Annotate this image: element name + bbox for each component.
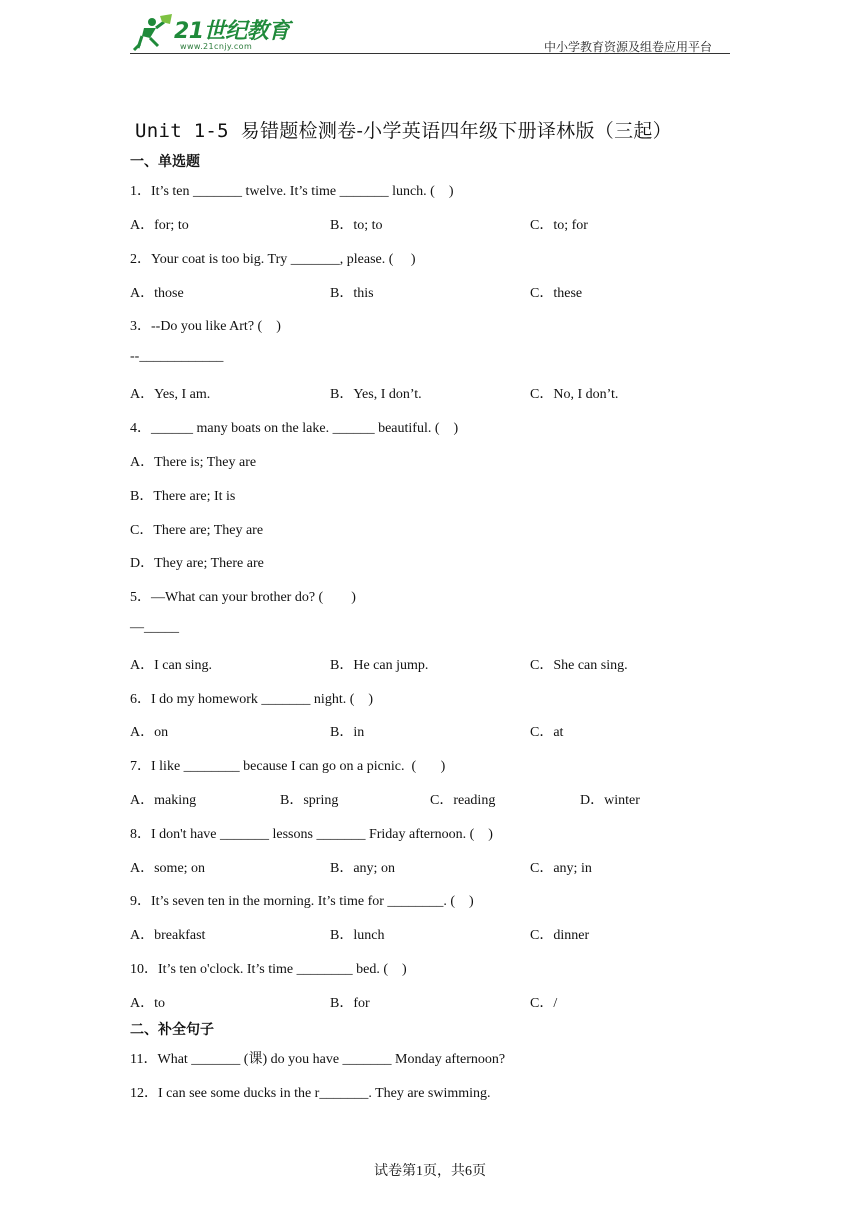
option: A．some; on [130, 861, 206, 876]
option: B．lunch [330, 928, 385, 943]
option: B．any; on [330, 861, 395, 876]
option: A．breakfast [130, 928, 206, 943]
page-footer: 试卷第1页，共6页 [374, 1164, 486, 1179]
question-stem: 1．It’s ten _______ twelve. It’s time _______ lunch. ( ) [130, 184, 454, 199]
option: C．She can sing. [530, 658, 628, 673]
option: C．at [530, 725, 564, 740]
page-title [135, 116, 672, 143]
option: C．to; for [530, 218, 588, 233]
option: A．to [130, 996, 165, 1011]
option: C．reading [430, 793, 496, 808]
option: A．for; to [130, 218, 189, 233]
question-stem: 2．Your coat is too big. Try _______, please. ( ) [130, 252, 416, 267]
platform-name: 中小学教育资源及组卷应用平台 [543, 40, 712, 54]
title-prefix: Unit 1-5 [135, 120, 241, 142]
option: B．There are; It is [130, 489, 236, 504]
page-header [130, 10, 730, 56]
section-heading-single-choice: 一、单选题 [130, 155, 200, 170]
option: B．He can jump. [330, 658, 429, 673]
option: C．these [530, 286, 583, 301]
option: A．Yes, I am. [130, 387, 211, 402]
question-stem: 9．It’s seven ten in the morning. It’s time for ________. ( ) [130, 894, 474, 909]
question-stem: 6．I do my homework _______ night. ( ) [130, 692, 374, 707]
option: B．spring [280, 793, 339, 808]
option: B．in [330, 725, 365, 740]
option: A．I can sing. [130, 658, 213, 673]
question-stem: 11．What _______ (课) do you have _______ Monday afternoon? [130, 1052, 506, 1067]
question-stem: 4．______ many boats on the lake. ______ beautiful. ( ) [130, 421, 459, 436]
option: B．Yes, I don’t. [330, 387, 422, 402]
runner-logo-icon [130, 14, 174, 52]
question-stem: 8．I don't have _______ lessons _______ Friday afternoon. ( ) [130, 827, 493, 842]
question-stem: 10．It’s ten o'clock. It’s time ________ bed. ( ) [130, 962, 407, 977]
section-heading-complete-sentences: 二、补全句子 [130, 1023, 214, 1038]
option: A．those [130, 286, 184, 301]
option: C．dinner [530, 928, 590, 943]
option: B．for [330, 996, 370, 1011]
option: C．No, I don’t. [530, 387, 619, 402]
question-stem: 12．I can see some ducks in the r_______. They are swimming. [130, 1086, 491, 1101]
logo [130, 12, 300, 54]
option: B．this [330, 286, 374, 301]
answer-blank: —_____ [130, 620, 179, 635]
option: D．winter [580, 793, 640, 808]
option: C．There are; They are [130, 523, 264, 538]
answer-blank: --____________ [130, 349, 224, 364]
option: C．/ [530, 996, 558, 1011]
option: A．making [130, 793, 197, 808]
header-divider [130, 53, 730, 54]
question-stem: 5．—What can your brother do? ( ) [130, 590, 356, 605]
logo-text: 21世纪教育 [174, 19, 290, 44]
option: C．any; in [530, 861, 592, 876]
question-stem: 3．--Do you like Art? ( ) [130, 319, 281, 334]
question-stem: 7．I like ________ because I can go on a picnic. ( ) [130, 759, 446, 774]
logo-url: www.21cnjy.com [180, 42, 253, 51]
title-main: 易错题检测卷-小学英语四年级下册译林版（三起） [240, 120, 672, 142]
option: A．on [130, 725, 169, 740]
option: D．They are; There are [130, 556, 264, 571]
option: B．to; to [330, 218, 383, 233]
option: A．There is; They are [130, 455, 257, 470]
